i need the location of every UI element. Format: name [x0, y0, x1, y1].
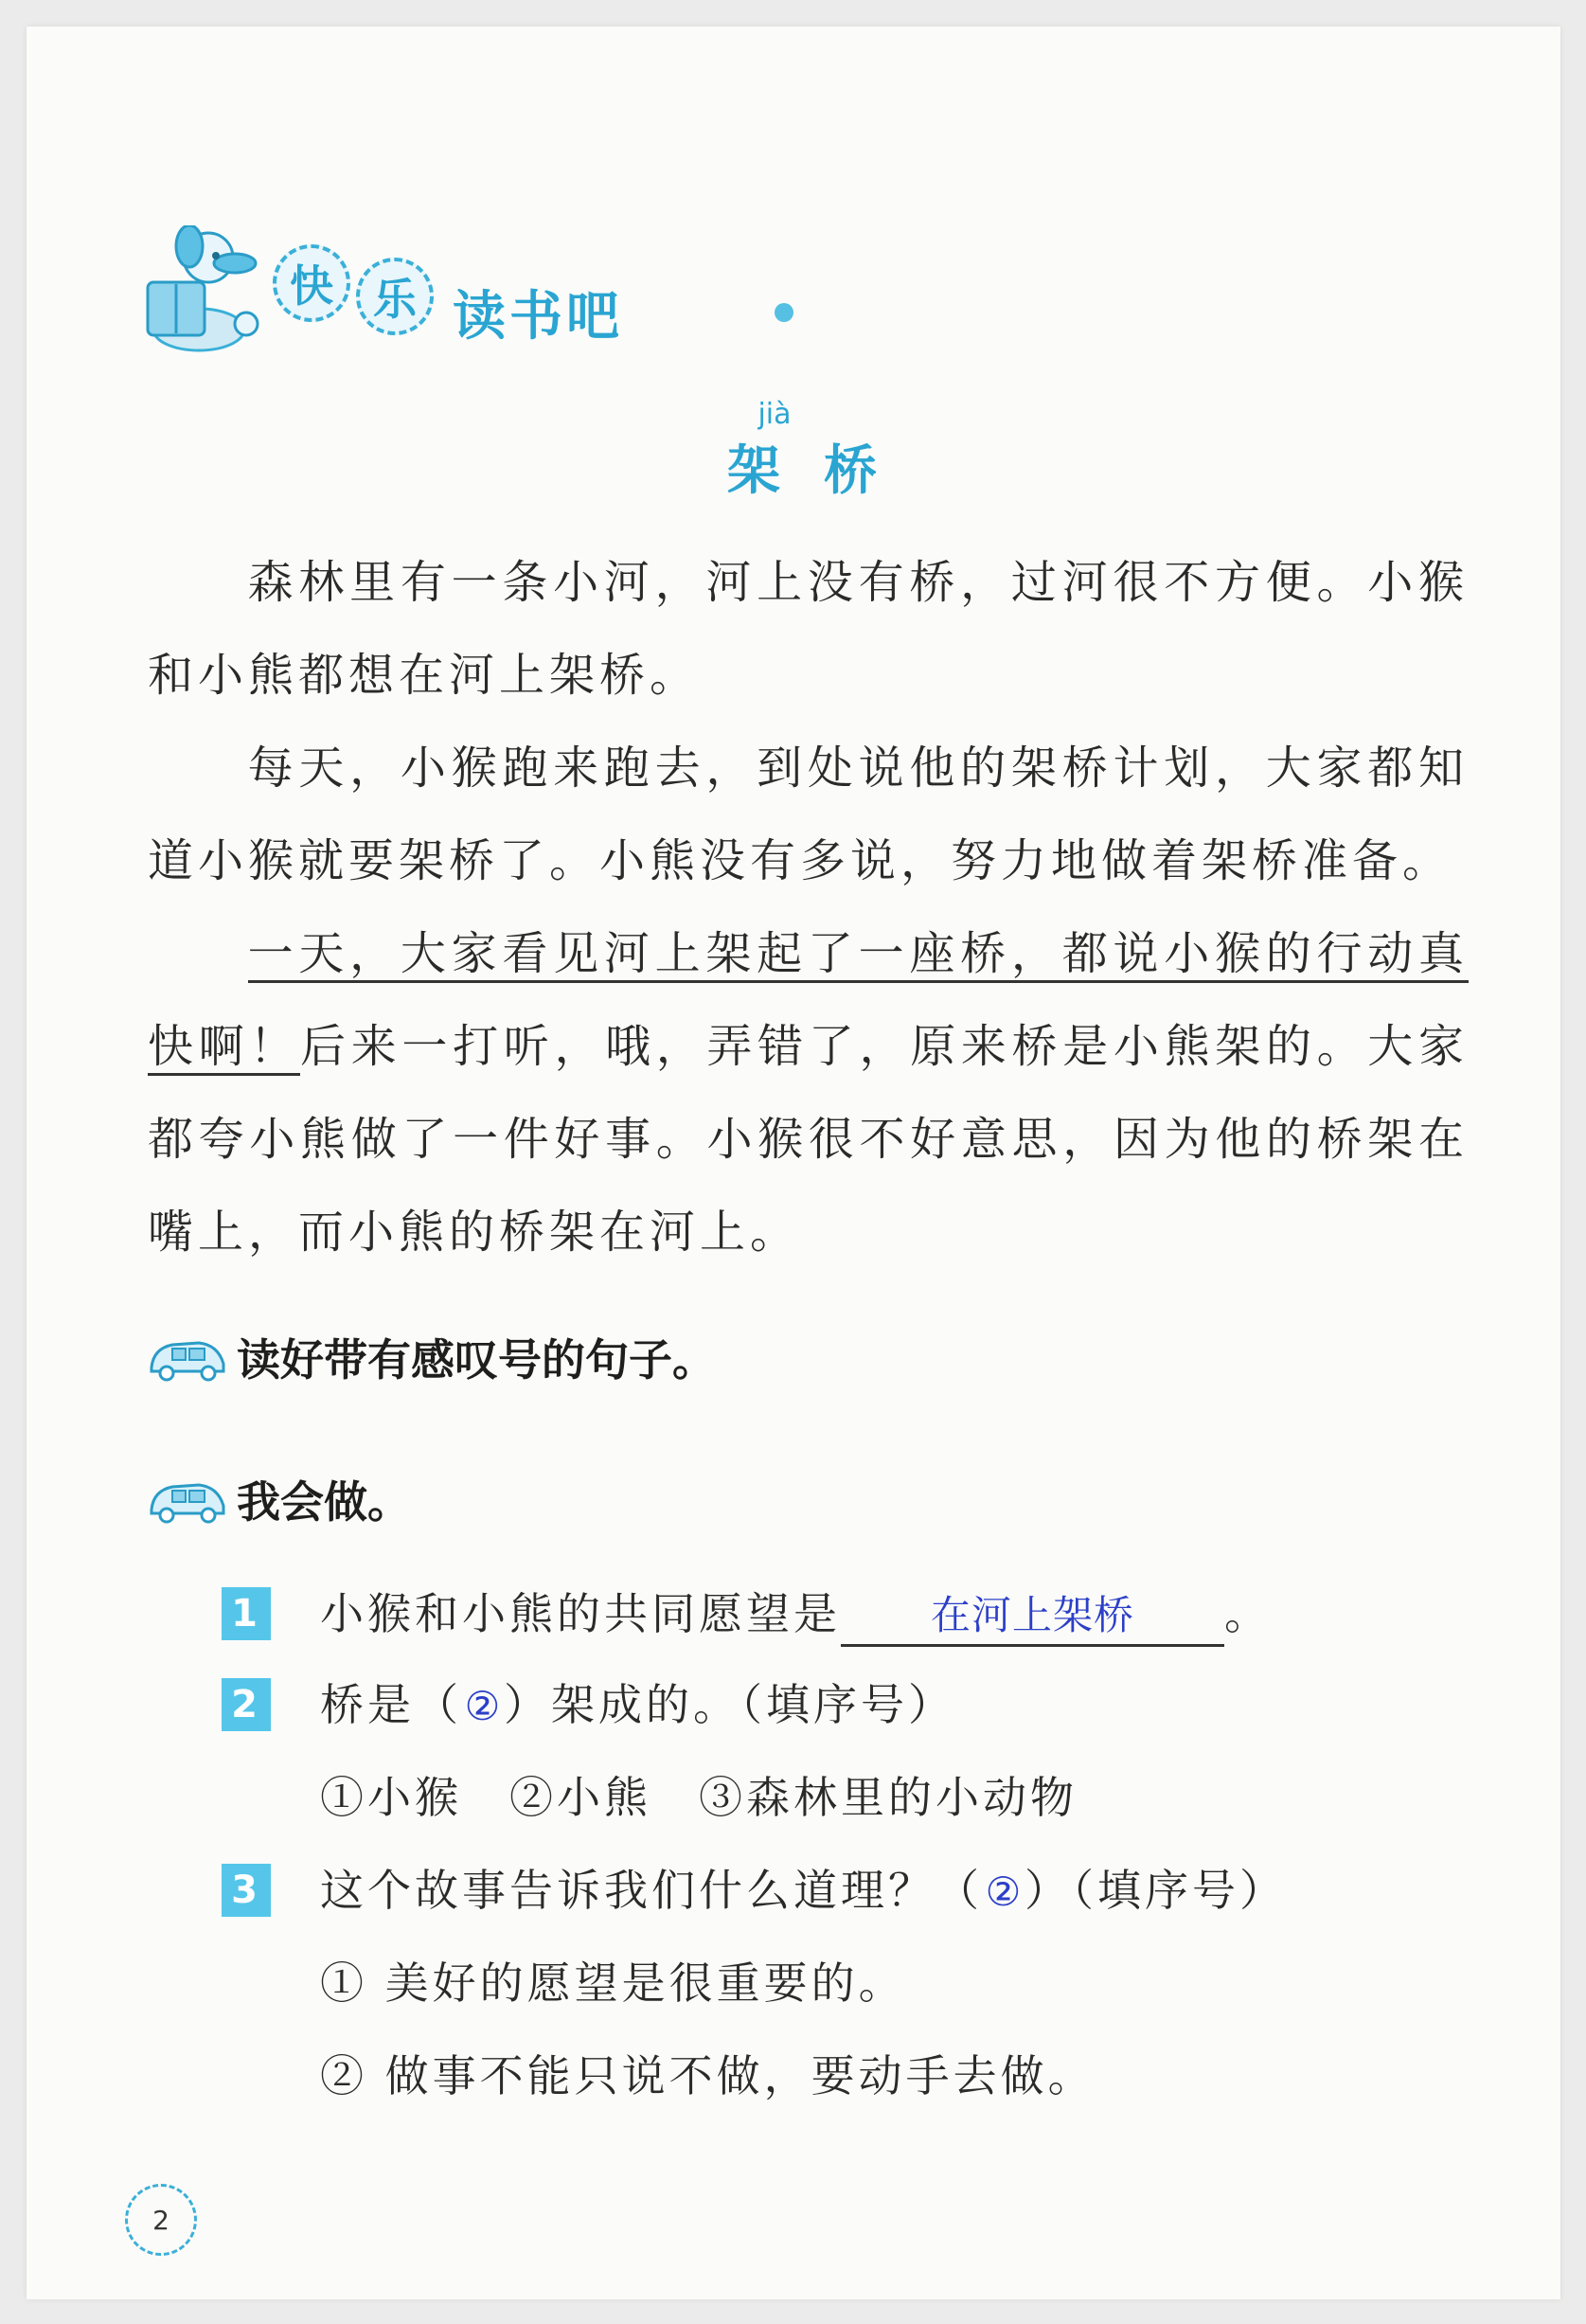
question-3-option-1: ① 美好的愿望是很重要的。 — [320, 1958, 906, 2009]
title-pinyin: jià — [757, 398, 792, 431]
question-text-after: ）架成的。（填序号） — [504, 1679, 955, 1730]
question-3 — [222, 1856, 1471, 1924]
section-read-label: 读好带有感叹号的句子。 — [237, 1334, 716, 1385]
page-number: 2 — [125, 2184, 197, 2256]
answer-value: ② — [464, 1684, 502, 1728]
story-paragraph-2: 每天，小猴跑来跑去，到处说他的架桥计划，大家都知道小猴就要架桥了。小熊没有多说，努力地做着架桥准备。 — [148, 742, 1469, 887]
question-number: 1 — [222, 1587, 271, 1640]
car-icon — [144, 1470, 229, 1527]
header-dot — [775, 303, 793, 322]
question-1 — [222, 1580, 1452, 1648]
story-paragraph-1: 森林里有一条小河，河上没有桥，过河很不方便。小猴和小熊都想在河上架桥。 — [148, 556, 1469, 702]
question-text: 小猴和小熊的共同愿望是 — [320, 1588, 841, 1639]
question-text-after: ）（填序号） — [1025, 1865, 1287, 1916]
question-3-option-2: ② 做事不能只说不做，要动手去做。 — [320, 2050, 1096, 2101]
question-number: 2 — [222, 1678, 271, 1731]
story-title: 架桥 — [727, 440, 920, 502]
question-text-before: 这个故事告诉我们什么道理？（ — [320, 1865, 983, 1916]
story-paragraph-3-rest: 后来一打听，哦，弄错了，原来桥是小熊架的。大家都夸小熊做了一件好事。小猴很不好意思，因为他的桥架在嘴上，而小熊的桥架在河上。 — [148, 1020, 1469, 1259]
header-title: 读书吧 — [453, 286, 623, 348]
question-text-before: 桥是（ — [320, 1679, 462, 1730]
question-2 — [222, 1671, 1452, 1739]
question-number: 3 — [222, 1864, 271, 1917]
section-header — [140, 225, 841, 367]
section-do-label: 我会做。 — [237, 1476, 411, 1528]
header-bubble-2: 乐 — [356, 258, 434, 335]
section-i-can-do — [237, 1468, 411, 1530]
underlined-sentence: 一天，大家看见河上架起了一座桥，都说小猴的行动真快啊！ — [148, 927, 1469, 1076]
answer-value: ② — [985, 1869, 1023, 1914]
section-read-exclamation — [237, 1326, 716, 1388]
question-end: 。 — [1224, 1588, 1272, 1639]
answer-blank: 在河上架桥 — [841, 1587, 1224, 1647]
story-text — [148, 536, 1469, 1278]
dog-reading-icon — [140, 225, 263, 358]
car-icon — [144, 1328, 229, 1385]
question-2-options: ①小猴 ②小熊 ③森林里的小动物 — [320, 1772, 1078, 1823]
workbook-page — [27, 27, 1560, 2299]
story-paragraph-3 — [148, 907, 1469, 1278]
header-bubble-1: 快 — [273, 244, 350, 322]
